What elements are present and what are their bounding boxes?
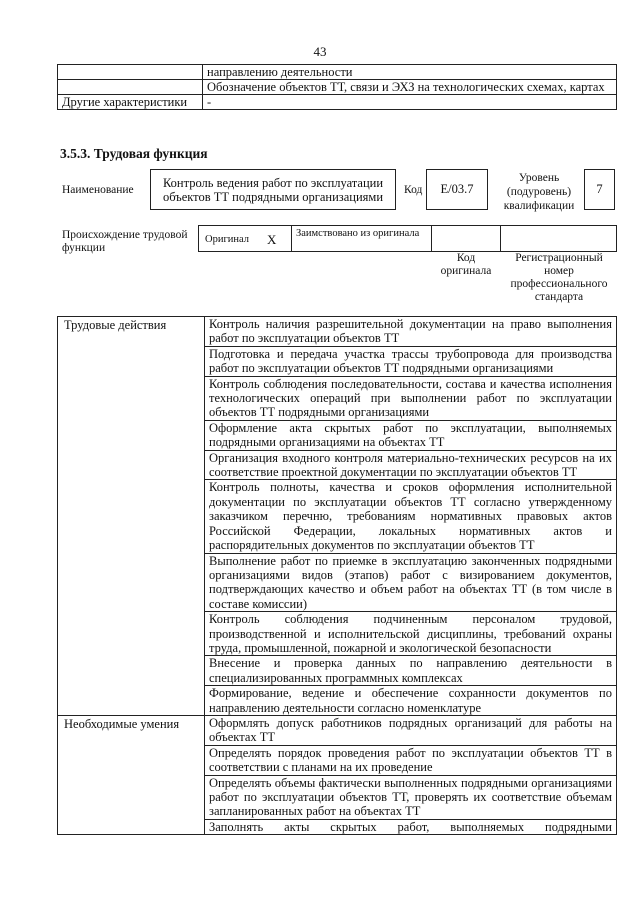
borrowed-cell: Заимствовано из оригинала [291, 225, 432, 252]
function-name-box: Контроль ведения работ по эксплуатации объектов ТТ подрядными организациями [150, 169, 396, 210]
labor-action: Формирование, ведение и обеспечение сохранности документов по направлению деятельности согласно номенклатуре [205, 686, 617, 716]
code-box: E/03.7 [426, 169, 488, 210]
original-mark: X [267, 232, 277, 247]
row-label [58, 80, 203, 95]
row-label [58, 65, 203, 80]
code-caption: Код оригинала [440, 252, 492, 277]
skill: Заполнять акты скрытых работ, выполняемых подрядными [205, 819, 617, 834]
row-label: Другие характеристики [58, 95, 203, 110]
table-row [58, 65, 617, 80]
original-cell [198, 225, 292, 252]
labor-action: Контроль полноты, качества и сроков оформления исполнительной документации по эксплуатации объектов ТТ согласно утвержденному заказчиком перечню, требованиям нормативных правовых актов Российской Федерации, локальных нормативных актов и распорядительных документов по эксплуатации объектов ТТ [205, 480, 617, 553]
labor-action: Внесение и проверка данных по направлению деятельности в специализированных программных комплексах [205, 656, 617, 686]
level-label: Уровень (подуровень) квалификации [503, 172, 575, 212]
labor-action: Контроль наличия разрешительной документации на право выполнения работ по эксплуатации объектов ТТ [205, 317, 617, 347]
code-label: Код [404, 184, 423, 196]
original-label: Оригинал [205, 234, 249, 245]
table-row [58, 715, 617, 745]
labor-action: Подготовка и передача участка трассы трубопровода для производства работ по эксплуатации объектов ТТ подрядными организациями [205, 346, 617, 376]
page-number: 43 [313, 44, 327, 59]
reg-caption: Регистрационный номер профессионального стандарта [510, 252, 608, 303]
labor-function-table [57, 316, 617, 835]
level-box: 7 [584, 169, 615, 210]
table-row [58, 317, 617, 347]
table-row [58, 80, 617, 95]
origin-label: Происхождение трудовой функции [62, 229, 188, 254]
skill: Оформлять допуск работников подрядных организаций для работы на объектах ТТ [205, 715, 617, 745]
original-code-cell [431, 225, 501, 252]
continuation-table [57, 64, 617, 110]
table-row [58, 95, 617, 110]
skill: Определять порядок проведения работ по эксплуатации объектов ТТ в соответствии с планами на их проведение [205, 745, 617, 775]
section-title: 3.5.3. Трудовая функция [60, 146, 208, 161]
labor-action: Контроль соблюдения последовательности, состава и качества исполнения технологических операций при выполнении работ по эксплуатации объектов ТТ подрядными организациями [205, 376, 617, 420]
row-value: - [203, 95, 617, 110]
labor-action: Оформление акта скрытых работ по эксплуатации, выполняемых подрядными организациями на объектах ТТ [205, 420, 617, 450]
reg-number-cell [500, 225, 617, 252]
name-label: Наименование [62, 184, 134, 196]
row-value: Обозначение объектов ТТ, связи и ЭХЗ на технологических схемах, картах [203, 80, 617, 95]
labor-action: Выполнение работ по приемке в эксплуатацию законченных подрядными организациями видов (этапов) работ с визированием документов, подтверждающих качество и объем работ на объектах ТТ (в том числе в составе комиссии) [205, 553, 617, 612]
skills-label: Необходимые умения [58, 715, 205, 834]
labor-action: Организация входного контроля материально-технических ресурсов на их соответствие проектной документации по эксплуатации объектов ТТ [205, 450, 617, 480]
skill: Определять объемы фактически выполненных подрядными организациями работ по эксплуатации объектов ТТ, проверять их соответствие объемам запланированных работ на объектах ТТ [205, 775, 617, 819]
labor-action: Контроль соблюдения подчиненным персоналом трудовой, производственной и исполнительской дисциплины, требований охраны труда, промышленной, пожарной и экологической безопасности [205, 612, 617, 656]
row-value: направлению деятельности [203, 65, 617, 80]
labor-actions-label: Трудовые действия [58, 317, 205, 716]
